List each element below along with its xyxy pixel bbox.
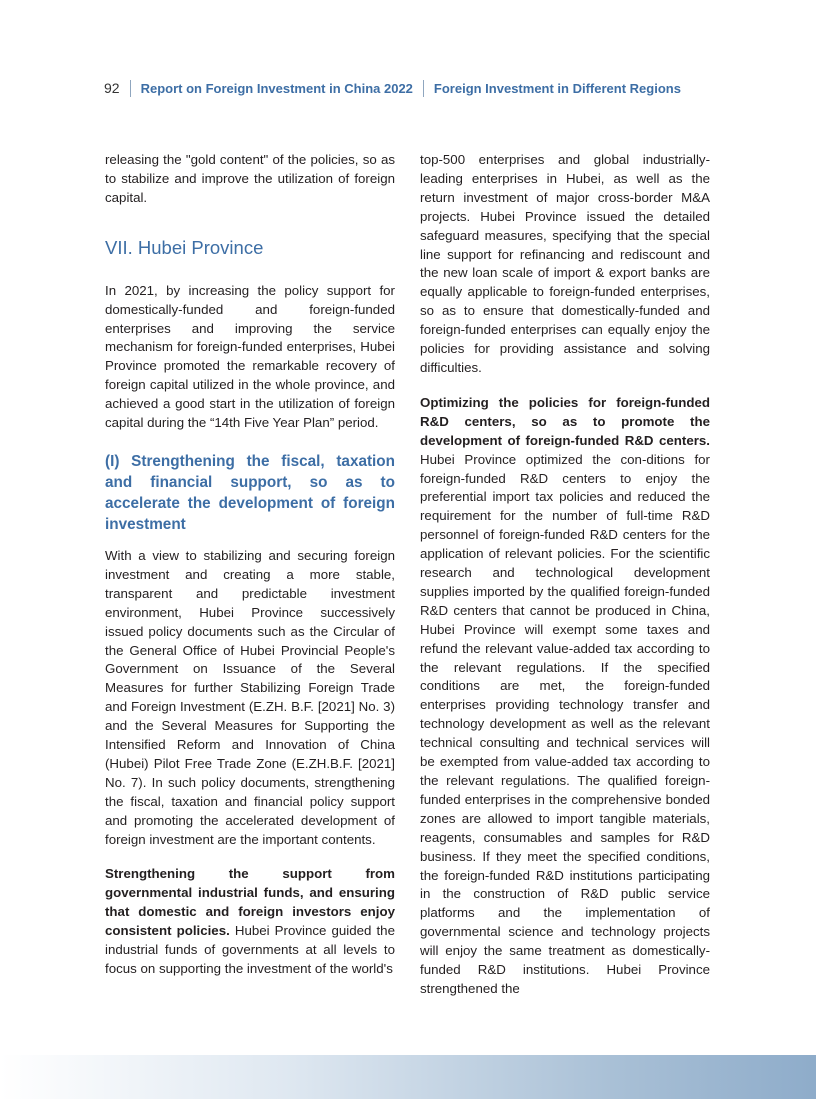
running-header <box>104 78 681 98</box>
intro-paragraph: releasing the "gold content" of the policies, so as to stabilize and improve the utilization of foreign capital. <box>105 152 395 205</box>
page-number: 92 <box>104 80 120 96</box>
funds-lead: Strengthening the support from governmental industrial funds, and ensuring that domestic and foreign investors enjoy consistent policies. <box>105 866 395 939</box>
subsection-heading: (I) Strengthening the fiscal, taxation and financial support, so as to accelerate the development of foreign investment <box>105 452 395 533</box>
continued-paragraph: top-500 enterprises and global industrially-leading enterprises in Hubei, as well as the return investment of major cross-border M&A projects. Hubei Province issued the detailed safeguard measures, specifying that the special line support for refinancing and rediscount and the new loan scale of import & export banks are equally applicable to foreign-funded enterprises, so as to ensure that domestically-funded and foreign-funded enterprises can equally enjoy the policies for providing assistance and solving difficulties. <box>420 152 710 375</box>
rd-paragraph <box>420 394 710 999</box>
header-divider <box>130 80 131 97</box>
left-column <box>105 151 395 979</box>
subsection-paragraph: With a view to stabilizing and securing foreign investment and creating a more stable, transparent and predictable investment environment, Hubei Province successively issued policy documents such as the Circular of the General Office of Hubei Provincial People's Government on Issuance of the Several Measures for further Stabilizing Foreign Trade and Foreign Investment (E.ZH. B.F. [2021] No. 3) and the Several Measures for Supporting the Intensified Reform and Innovation of China (Hubei) Pilot Free Trade Zone (E.ZH.B.F. [2021] No. 7). In such policy documents, strengthening the fiscal, taxation and financial policy support and promoting the accelerated development of foreign investment are the important contents. <box>105 547 395 847</box>
book-title: Report on Foreign Investment in China 2022 <box>140 80 413 96</box>
rd-lead: Optimizing the policies for foreign-funded R&D centers, so as to promote the development of foreign-funded R&D centers. <box>420 394 710 448</box>
funds-paragraph <box>105 865 395 978</box>
chapter-title: Foreign Investment in Different Regions <box>433 80 681 96</box>
section-paragraph: In 2021, by increasing the policy support for domestically-funded and foreign-funded enterprises and improving the service mechanism for foreign-funded enterprises, Hubei Province promoted the remarkable recovery of foreign capital utilized in the whole province, and achieved a good start in the utilization of foreign capital during the “14th Five Year Plan” period. <box>105 282 395 431</box>
right-column <box>420 151 710 999</box>
header-divider <box>423 80 424 97</box>
section-heading: VII. Hubei Province <box>105 236 264 258</box>
rd-text: Hubei Province optimized the con-ditions for foreign-funded R&D centers to enjoy the preferential import tax policies and reduced the requirement for the number of full-time R&D personnel of foreign-funded R&D centers for the application of relevant policies. For the scientific research and technological development supplies imported by the qualified foreign-funded R&D centers that cannot be produced in China, Hubei Province will exempt some taxes and refund the relevant value-added tax according to the relevant regulations. If the specified conditions are met, the foreign-funded enterprises providing technology transfer and technology development as well as the relevant technical consulting and technical services will be exempted from value-added tax according to the relevant regulations. The qualified foreign-funded enterprises in the comprehensive bonded zones are allowed to import tangible materials, reagents, consumables and samples for R&D business. If they meet the specified conditions, the foreign-funded R&D institutions participating in the construction of R&D public service platforms and the implementation of governmental science and technology projects will enjoy the same treatment as domestically-funded R&D institutions. Hubei Province strengthened the <box>420 451 710 996</box>
footer-gradient-band <box>0 1055 816 1099</box>
funds-text: Hubei Province guided the industrial funds of governments at all levels to focus on supporting the investment of the world's <box>105 923 395 976</box>
